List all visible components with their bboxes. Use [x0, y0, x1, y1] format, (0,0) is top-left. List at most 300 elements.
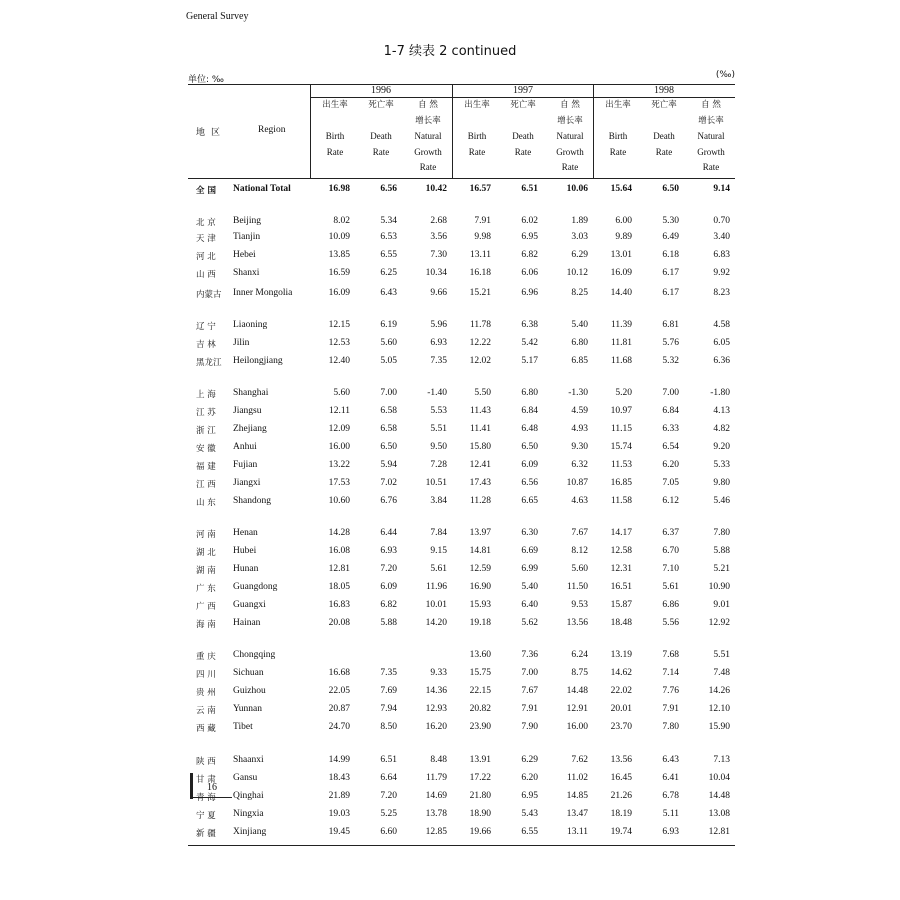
table-row — [0, 755, 900, 769]
table-row — [0, 528, 900, 542]
region-name-cn: 河 北 — [196, 252, 216, 262]
value-cell: 6.56 — [380, 184, 397, 194]
value-cell: 16.90 — [469, 582, 491, 592]
value-cell: 13.60 — [469, 650, 491, 660]
value-cell: 6.93 — [380, 546, 397, 556]
value-cell: 5.76 — [662, 338, 679, 348]
table-row — [0, 184, 900, 198]
value-cell: 5.17 — [521, 356, 538, 366]
value-cell: 6.38 — [521, 320, 538, 330]
value-cell: 16.08 — [328, 546, 350, 556]
table-bottom-rule — [188, 845, 735, 846]
value-cell: 20.08 — [328, 618, 350, 628]
value-cell: 11.81 — [610, 338, 632, 348]
table-row — [0, 442, 900, 456]
value-cell: 11.79 — [425, 773, 447, 783]
value-cell: 23.90 — [469, 722, 491, 732]
value-cell: 15.75 — [469, 668, 491, 678]
value-cell: 16.20 — [425, 722, 447, 732]
value-cell: 6.06 — [521, 268, 538, 278]
value-cell: 7.36 — [521, 650, 538, 660]
value-cell: 11.43 — [469, 406, 491, 416]
value-cell: 6.56 — [521, 478, 538, 488]
value-cell: 22.02 — [610, 686, 632, 696]
value-cell: 8.02 — [333, 216, 350, 226]
value-cell: 15.21 — [469, 288, 491, 298]
value-cell: 6.99 — [521, 564, 538, 574]
value-cell: 6.80 — [521, 388, 538, 398]
value-cell: 7.67 — [571, 528, 588, 538]
value-cell: 6.17 — [662, 268, 679, 278]
value-cell: 14.48 — [708, 791, 730, 801]
value-cell: 13.11 — [566, 827, 588, 837]
value-cell: 16.18 — [469, 268, 491, 278]
value-cell: 5.51 — [430, 424, 447, 434]
value-cell: 20.82 — [469, 704, 491, 714]
value-cell: 10.51 — [425, 478, 447, 488]
value-cell: 11.50 — [566, 582, 588, 592]
value-cell: 6.58 — [380, 406, 397, 416]
table-row — [0, 668, 900, 682]
value-cell: 5.46 — [713, 496, 730, 506]
table-header-rule — [188, 178, 735, 179]
value-cell: 8.12 — [571, 546, 588, 556]
value-cell: 16.51 — [610, 582, 632, 592]
value-cell: 4.58 — [713, 320, 730, 330]
value-cell: 3.56 — [430, 232, 447, 242]
value-cell: 7.20 — [380, 791, 397, 801]
value-cell: 3.84 — [430, 496, 447, 506]
value-cell: 6.60 — [380, 827, 397, 837]
value-cell: 6.25 — [380, 268, 397, 278]
value-cell: 15.93 — [469, 600, 491, 610]
value-cell: 6.82 — [521, 250, 538, 260]
value-cell: 10.04 — [708, 773, 730, 783]
region-name-en: Liaoning — [233, 320, 268, 330]
column-header-en: Natural Growth Rate — [697, 131, 725, 172]
value-cell: 7.48 — [713, 668, 730, 678]
value-cell: 6.30 — [521, 528, 538, 538]
value-cell: 21.89 — [328, 791, 350, 801]
unit-label: 单位: ‰ — [188, 75, 224, 85]
table-row — [0, 496, 900, 510]
value-cell: 11.78 — [469, 320, 491, 330]
value-cell: 6.05 — [713, 338, 730, 348]
table-row — [0, 546, 900, 560]
value-cell: 5.40 — [521, 582, 538, 592]
value-cell: 7.90 — [521, 722, 538, 732]
value-cell: 13.22 — [328, 460, 350, 470]
value-cell: 21.26 — [610, 791, 632, 801]
page-number: 16 — [207, 782, 217, 793]
value-cell: 6.44 — [380, 528, 397, 538]
value-cell: 11.53 — [610, 460, 632, 470]
value-cell: 6.09 — [380, 582, 397, 592]
region-name-cn: 安 徽 — [196, 444, 216, 454]
region-name-cn: 福 建 — [196, 462, 216, 472]
value-cell: 6.18 — [662, 250, 679, 260]
value-cell: 10.34 — [425, 268, 447, 278]
value-cell: 5.32 — [662, 356, 679, 366]
value-cell: 10.97 — [610, 406, 632, 416]
value-cell: 7.80 — [713, 528, 730, 538]
value-cell: 6.80 — [571, 338, 588, 348]
value-cell: 5.56 — [662, 618, 679, 628]
value-cell: 10.60 — [328, 496, 350, 506]
region-name-cn: 西 藏 — [196, 724, 216, 734]
value-cell: 9.80 — [713, 478, 730, 488]
value-cell: 15.87 — [610, 600, 632, 610]
value-cell: 6.24 — [571, 650, 588, 660]
year-header: 1998 — [654, 85, 674, 96]
year-header: 1996 — [371, 85, 391, 96]
column-header-en: Natural Growth Rate — [556, 131, 584, 172]
value-cell: 10.87 — [566, 478, 588, 488]
value-cell: 13.56 — [610, 755, 632, 765]
value-cell: 16.45 — [610, 773, 632, 783]
region-name-cn: 辽 宁 — [196, 322, 216, 332]
region-name-en: Tianjin — [233, 232, 261, 242]
value-cell: 6.43 — [662, 755, 679, 765]
region-header-en: Region — [258, 125, 286, 135]
region-name-cn: 新 疆 — [196, 829, 216, 839]
value-cell: 12.58 — [610, 546, 632, 556]
value-cell: 7.67 — [521, 686, 538, 696]
region-name-cn: 广 东 — [196, 584, 216, 594]
region-name-en: Heilongjiang — [233, 356, 283, 366]
table-row — [0, 773, 900, 787]
region-name-en: Guangdong — [233, 582, 278, 592]
value-cell: 7.05 — [662, 478, 679, 488]
table-row — [0, 722, 900, 736]
running-head: General Survey — [186, 11, 249, 22]
value-cell: 12.40 — [328, 356, 350, 366]
region-name-en: Jiangsu — [233, 406, 262, 416]
value-cell: 15.90 — [708, 722, 730, 732]
page-marker — [190, 773, 193, 799]
value-cell: 9.98 — [474, 232, 491, 242]
region-name-en: Jilin — [233, 338, 250, 348]
value-cell: 15.74 — [610, 442, 632, 452]
value-cell: 18.05 — [328, 582, 350, 592]
table-row — [0, 268, 900, 282]
value-cell: 4.82 — [713, 424, 730, 434]
value-cell: 6.54 — [662, 442, 679, 452]
value-cell: 5.88 — [380, 618, 397, 628]
value-cell: 6.85 — [571, 356, 588, 366]
value-cell: 7.00 — [521, 668, 538, 678]
column-divider — [593, 84, 594, 178]
value-cell: 6.55 — [380, 250, 397, 260]
region-name-cn: 湖 北 — [196, 548, 216, 558]
value-cell: 12.92 — [708, 618, 730, 628]
value-cell: 17.43 — [469, 478, 491, 488]
value-cell: 9.50 — [430, 442, 447, 452]
value-cell: 7.35 — [430, 356, 447, 366]
region-name-cn: 湖 南 — [196, 566, 216, 576]
value-cell: 12.10 — [708, 704, 730, 714]
value-cell: 13.56 — [566, 618, 588, 628]
value-cell: 5.30 — [662, 216, 679, 226]
value-cell: 14.40 — [610, 288, 632, 298]
unit-label-right: (‰) — [715, 70, 735, 80]
column-header-en: Death Rate — [370, 131, 392, 157]
value-cell: 1.89 — [571, 216, 588, 226]
value-cell: 10.90 — [708, 582, 730, 592]
value-cell: 8.48 — [430, 755, 447, 765]
region-name-cn: 山 西 — [196, 270, 216, 280]
value-cell: 5.60 — [333, 388, 350, 398]
region-name-cn: 贵 州 — [196, 688, 216, 698]
value-cell: 6.70 — [662, 546, 679, 556]
region-name-cn: 吉 林 — [196, 340, 216, 350]
value-cell: 6.51 — [380, 755, 397, 765]
value-cell: 19.66 — [469, 827, 491, 837]
region-name-en: Yunnan — [233, 704, 263, 714]
column-header-en: Birth Rate — [608, 131, 628, 157]
table-row — [0, 424, 900, 438]
value-cell: 4.63 — [571, 496, 588, 506]
value-cell: 13.47 — [566, 809, 588, 819]
value-cell: 11.58 — [610, 496, 632, 506]
region-name-cn: 陕 西 — [196, 757, 216, 767]
region-name-en: Inner Mongolia — [233, 288, 293, 298]
value-cell: 10.09 — [328, 232, 350, 242]
value-cell: 7.80 — [662, 722, 679, 732]
value-cell: 7.20 — [380, 564, 397, 574]
value-cell: 14.62 — [610, 668, 632, 678]
table-row — [0, 686, 900, 700]
value-cell: 9.53 — [571, 600, 588, 610]
value-cell: 6.37 — [662, 528, 679, 538]
value-cell: 3.03 — [571, 232, 588, 242]
value-cell: 5.96 — [430, 320, 447, 330]
page-rule — [190, 797, 232, 798]
value-cell: 13.08 — [708, 809, 730, 819]
value-cell: 6.93 — [662, 827, 679, 837]
value-cell: 14.26 — [708, 686, 730, 696]
value-cell: 12.31 — [610, 564, 632, 574]
value-cell: 11.68 — [610, 356, 632, 366]
value-cell: 9.92 — [713, 268, 730, 278]
column-header-en: Birth Rate — [325, 131, 345, 157]
value-cell: 6.76 — [380, 496, 397, 506]
value-cell: 12.85 — [425, 827, 447, 837]
column-header-en: Death Rate — [653, 131, 675, 157]
value-cell: 12.22 — [469, 338, 491, 348]
table-row — [0, 232, 900, 246]
value-cell: 16.68 — [328, 668, 350, 678]
table-row — [0, 356, 900, 370]
value-cell: 15.64 — [610, 184, 632, 194]
value-cell: 7.13 — [713, 755, 730, 765]
value-cell: 9.20 — [713, 442, 730, 452]
value-cell: 6.09 — [521, 460, 538, 470]
value-cell: 12.41 — [469, 460, 491, 470]
region-name-cn: 浙 江 — [196, 426, 216, 436]
region-name-cn: 青 海 — [196, 793, 216, 803]
column-header-cn: 自 然 增长率 — [557, 100, 583, 126]
value-cell: 9.14 — [713, 184, 730, 194]
value-cell: 7.69 — [380, 686, 397, 696]
value-cell: 11.96 — [425, 582, 447, 592]
value-cell: 14.99 — [328, 755, 350, 765]
value-cell: 14.36 — [425, 686, 447, 696]
value-cell: 16.98 — [328, 184, 350, 194]
value-cell: 11.41 — [469, 424, 491, 434]
value-cell: 4.93 — [571, 424, 588, 434]
value-cell: 7.76 — [662, 686, 679, 696]
value-cell: 8.25 — [571, 288, 588, 298]
table-row — [0, 460, 900, 474]
value-cell: 7.28 — [430, 460, 447, 470]
value-cell: 6.32 — [571, 460, 588, 470]
value-cell: 9.15 — [430, 546, 447, 556]
value-cell: 19.18 — [469, 618, 491, 628]
value-cell: 20.87 — [328, 704, 350, 714]
region-name-en: Fujian — [233, 460, 258, 470]
value-cell: 8.50 — [380, 722, 397, 732]
value-cell: 6.65 — [521, 496, 538, 506]
table-row — [0, 600, 900, 614]
region-name-cn: 云 南 — [196, 706, 216, 716]
value-cell: -1.30 — [568, 388, 588, 398]
value-cell: 16.09 — [610, 268, 632, 278]
table-row — [0, 564, 900, 578]
value-cell: 6.20 — [662, 460, 679, 470]
value-cell: 14.48 — [566, 686, 588, 696]
value-cell: 18.43 — [328, 773, 350, 783]
value-cell: 7.68 — [662, 650, 679, 660]
value-cell: 7.00 — [662, 388, 679, 398]
region-name-en: National Total — [233, 184, 291, 194]
region-name-cn: 河 南 — [196, 530, 216, 540]
column-divider — [452, 84, 453, 178]
region-name-en: Shanghai — [233, 388, 269, 398]
value-cell: 6.58 — [380, 424, 397, 434]
table-row — [0, 320, 900, 334]
value-cell: 0.70 — [713, 216, 730, 226]
value-cell: 16.85 — [610, 478, 632, 488]
region-name-cn: 江 苏 — [196, 408, 216, 418]
column-header-cn: 死亡率 — [368, 100, 394, 110]
value-cell: 5.05 — [380, 356, 397, 366]
value-cell: 13.01 — [610, 250, 632, 260]
value-cell: 6.95 — [521, 232, 538, 242]
value-cell: 6.86 — [662, 600, 679, 610]
value-cell: 14.28 — [328, 528, 350, 538]
value-cell: 5.50 — [474, 388, 491, 398]
value-cell: 16.00 — [566, 722, 588, 732]
value-cell: 7.35 — [380, 668, 397, 678]
value-cell: 6.33 — [662, 424, 679, 434]
value-cell: 6.17 — [662, 288, 679, 298]
value-cell: 9.01 — [713, 600, 730, 610]
value-cell: 7.94 — [380, 704, 397, 714]
value-cell: 14.20 — [425, 618, 447, 628]
value-cell: 7.02 — [380, 478, 397, 488]
value-cell: 5.62 — [521, 618, 538, 628]
value-cell: 12.15 — [328, 320, 350, 330]
value-cell: 19.45 — [328, 827, 350, 837]
region-name-cn: 江 西 — [196, 480, 216, 490]
value-cell: 18.19 — [610, 809, 632, 819]
region-name-en: Shanxi — [233, 268, 260, 278]
value-cell: 12.81 — [708, 827, 730, 837]
value-cell: 16.59 — [328, 268, 350, 278]
value-cell: 11.02 — [566, 773, 588, 783]
value-cell: 13.91 — [469, 755, 491, 765]
table-row — [0, 704, 900, 718]
table-row — [0, 338, 900, 352]
region-name-cn: 内蒙古 — [196, 290, 222, 300]
value-cell: 6.64 — [380, 773, 397, 783]
value-cell: 6.49 — [662, 232, 679, 242]
column-divider — [310, 84, 311, 178]
value-cell: 14.69 — [425, 791, 447, 801]
column-header-en: Natural Growth Rate — [414, 131, 442, 172]
value-cell: 6.29 — [571, 250, 588, 260]
region-name-cn: 上 海 — [196, 390, 216, 400]
table-row — [0, 618, 900, 632]
value-cell: 18.48 — [610, 618, 632, 628]
value-cell: 9.89 — [615, 232, 632, 242]
region-name-en: Hainan — [233, 618, 261, 628]
table-row — [0, 827, 900, 841]
value-cell: 3.40 — [713, 232, 730, 242]
column-header-en: Death Rate — [512, 131, 534, 157]
value-cell: 5.42 — [521, 338, 538, 348]
value-cell: 6.96 — [521, 288, 538, 298]
region-name-en: Guangxi — [233, 600, 266, 610]
value-cell: 6.84 — [521, 406, 538, 416]
value-cell: 13.11 — [469, 250, 491, 260]
region-name-en: Shaanxi — [233, 755, 264, 765]
value-cell: 16.83 — [328, 600, 350, 610]
value-cell: 10.42 — [425, 184, 447, 194]
region-name-cn: 四 川 — [196, 670, 216, 680]
value-cell: 4.59 — [571, 406, 588, 416]
value-cell: 13.85 — [328, 250, 350, 260]
value-cell: 5.40 — [571, 320, 588, 330]
value-cell: 11.39 — [610, 320, 632, 330]
value-cell: 7.10 — [662, 564, 679, 574]
value-cell: 6.40 — [521, 600, 538, 610]
value-cell: 12.11 — [328, 406, 350, 416]
value-cell: 6.43 — [380, 288, 397, 298]
region-name-en: Xinjiang — [233, 827, 267, 837]
value-cell: 5.34 — [380, 216, 397, 226]
value-cell: 15.80 — [469, 442, 491, 452]
region-name-en: Chongqing — [233, 650, 276, 660]
table-row — [0, 582, 900, 596]
value-cell: 10.12 — [566, 268, 588, 278]
value-cell: 7.30 — [430, 250, 447, 260]
column-header-cn: 自 然 增长率 — [698, 100, 724, 126]
value-cell: 5.60 — [380, 338, 397, 348]
value-cell: 6.36 — [713, 356, 730, 366]
value-cell: 6.84 — [662, 406, 679, 416]
value-cell: 7.91 — [474, 216, 491, 226]
value-cell: 11.28 — [469, 496, 491, 506]
value-cell: 6.12 — [662, 496, 679, 506]
value-cell: 6.29 — [521, 755, 538, 765]
value-cell: 6.69 — [521, 546, 538, 556]
value-cell: 5.61 — [430, 564, 447, 574]
value-cell: 12.09 — [328, 424, 350, 434]
value-cell: 17.53 — [328, 478, 350, 488]
value-cell: 24.70 — [328, 722, 350, 732]
